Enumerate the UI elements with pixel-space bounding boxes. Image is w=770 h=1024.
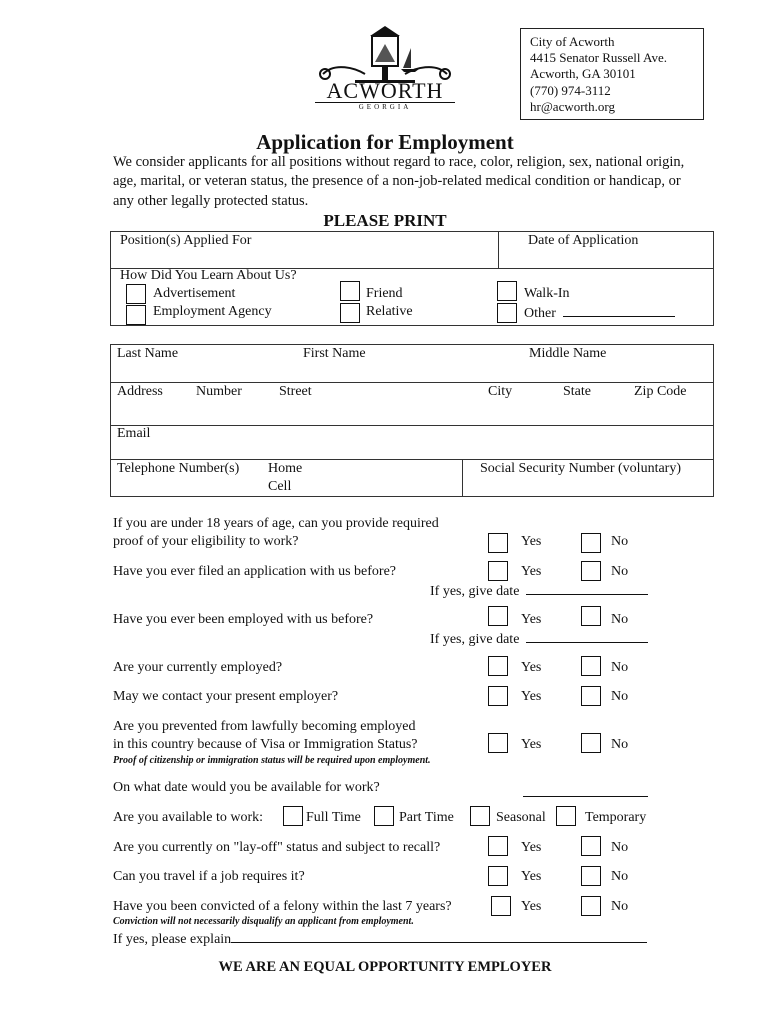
- q6-yes-checkbox[interactable]: [488, 733, 508, 753]
- q3-give-date-label: If yes, give date: [430, 632, 520, 647]
- contact-phone: (770) 974-3112: [530, 83, 611, 98]
- q6-note: Proof of citizenship or immigration status will be required upon employment.: [113, 755, 431, 766]
- other-input[interactable]: [563, 304, 675, 317]
- other-label: Other: [524, 306, 556, 321]
- middle-name-label: Middle Name: [529, 346, 607, 361]
- part-time-label: Part Time: [399, 810, 454, 825]
- employment-agency-checkbox[interactable]: [126, 305, 146, 325]
- q11-no-label: No: [611, 899, 629, 914]
- q9-no-checkbox[interactable]: [581, 836, 601, 856]
- zip-label: Zip Code: [634, 384, 687, 399]
- eeo-footer: WE ARE AN EQUAL OPPORTUNITY EMPLOYER: [218, 959, 552, 975]
- logo-state: GEORGIA: [315, 102, 455, 111]
- logo-name: ACWORTH: [326, 78, 444, 103]
- friend-checkbox[interactable]: [340, 281, 360, 301]
- q2-label: Have you ever filed an application with us before?: [113, 564, 397, 579]
- q5-yes-checkbox[interactable]: [488, 686, 508, 706]
- q9-yes-label: Yes: [521, 840, 542, 855]
- number-label: Number: [196, 384, 242, 399]
- q4-yes-checkbox[interactable]: [488, 656, 508, 676]
- city-label: City: [488, 384, 513, 399]
- q10-no-checkbox[interactable]: [581, 866, 601, 886]
- name-row: [110, 344, 714, 383]
- advertisement-label: Advertisement: [153, 286, 236, 301]
- seasonal-checkbox[interactable]: [470, 806, 490, 826]
- q2-no-checkbox[interactable]: [581, 561, 601, 581]
- email-row: [110, 425, 714, 460]
- q2-yes-label: Yes: [521, 564, 542, 579]
- seasonal-label: Seasonal: [496, 810, 546, 825]
- intro-line-3: any other legally protected status.: [113, 193, 309, 209]
- temporary-checkbox[interactable]: [556, 806, 576, 826]
- full-time-label: Full Time: [306, 810, 361, 825]
- q6-line-1: Are you prevented from lawfully becoming employed: [113, 719, 416, 734]
- position-applied-label: Position(s) Applied For: [120, 233, 252, 248]
- q11-yes-checkbox[interactable]: [491, 896, 511, 916]
- q1-yes-checkbox[interactable]: [488, 533, 508, 553]
- contact-citystatezip: Acworth, GA 30101: [530, 66, 636, 81]
- q5-no-label: No: [611, 689, 629, 704]
- q3-date-input[interactable]: [526, 630, 648, 643]
- last-name-label: Last Name: [117, 346, 179, 361]
- page-title: Application for Employment: [256, 130, 514, 154]
- q5-label: May we contact your present employer?: [113, 689, 339, 704]
- q8-label: Are you available to work:: [113, 810, 264, 825]
- q2-no-label: No: [611, 564, 629, 579]
- q9-label: Are you currently on "lay-off" status and subject to recall?: [113, 840, 441, 855]
- q6-yes-label: Yes: [521, 737, 542, 752]
- please-print: PLEASE PRINT: [323, 211, 447, 230]
- q6-line-2: in this country because of Visa or Immigration Status?: [113, 737, 418, 752]
- other-row: [524, 304, 675, 322]
- q4-yes-label: Yes: [521, 660, 542, 675]
- q2-give-date-label: If yes, give date: [430, 584, 520, 599]
- q11-label: Have you been convicted of a felony within the last 7 years?: [113, 899, 452, 914]
- q5-yes-label: Yes: [521, 689, 542, 704]
- home-label: Home: [268, 461, 303, 476]
- q10-yes-label: Yes: [521, 869, 542, 884]
- q2-yes-checkbox[interactable]: [488, 561, 508, 581]
- address-label: Address: [117, 384, 163, 399]
- q11-yes-label: Yes: [521, 899, 542, 914]
- learn-heading: How Did You Learn About Us?: [120, 268, 297, 283]
- part-time-checkbox[interactable]: [374, 806, 394, 826]
- available-date-input[interactable]: [523, 784, 648, 797]
- relative-checkbox[interactable]: [340, 303, 360, 323]
- q3-yes-label: Yes: [521, 612, 542, 627]
- telephone-label: Telephone Number(s): [117, 461, 240, 476]
- q6-no-checkbox[interactable]: [581, 733, 601, 753]
- intro-line-2: age, marital, or veteran status, the presence of a non-job-related medical condition or handicap, or: [113, 173, 681, 189]
- q5-no-checkbox[interactable]: [581, 686, 601, 706]
- other-checkbox[interactable]: [497, 303, 517, 323]
- q3-label: Have you ever been employed with us before?: [113, 612, 374, 627]
- first-name-label: First Name: [303, 346, 366, 361]
- q9-yes-checkbox[interactable]: [488, 836, 508, 856]
- q9-no-label: No: [611, 840, 629, 855]
- q2-date-input[interactable]: [526, 582, 648, 595]
- q3-date-row: [430, 630, 648, 648]
- email-label: Email: [117, 426, 151, 441]
- contact-city: City of Acworth: [530, 34, 615, 49]
- explain-label: If yes, please explain: [113, 932, 232, 947]
- q10-label: Can you travel if a job requires it?: [113, 869, 305, 884]
- q6-no-label: No: [611, 737, 629, 752]
- q7-label: On what date would you be available for work?: [113, 780, 380, 795]
- street-label: Street: [279, 384, 312, 399]
- full-time-checkbox[interactable]: [283, 806, 303, 826]
- walk-in-checkbox[interactable]: [497, 281, 517, 301]
- q10-yes-checkbox[interactable]: [488, 866, 508, 886]
- contact-street: 4415 Senator Russell Ave.: [530, 50, 667, 65]
- q2-date-row: [430, 582, 648, 600]
- q11-note: Conviction will not necessarily disqualify an applicant from employment.: [113, 916, 414, 927]
- cell-label: Cell: [268, 479, 292, 494]
- q1-line-1: If you are under 18 years of age, can you provide required: [113, 516, 439, 531]
- explain-row: [113, 930, 647, 948]
- q4-no-label: No: [611, 660, 629, 675]
- q1-no-checkbox[interactable]: [581, 533, 601, 553]
- advertisement-checkbox[interactable]: [126, 284, 146, 304]
- walk-in-label: Walk-In: [524, 286, 570, 301]
- q1-line-2: proof of your eligibility to work?: [113, 534, 299, 549]
- q3-no-checkbox[interactable]: [581, 606, 601, 626]
- q4-no-checkbox[interactable]: [581, 656, 601, 676]
- relative-label: Relative: [366, 304, 413, 319]
- q4-label: Are your currently employed?: [113, 660, 283, 675]
- q3-yes-checkbox[interactable]: [488, 606, 508, 626]
- acworth-logo: [315, 22, 455, 112]
- q11-no-checkbox[interactable]: [581, 896, 601, 916]
- intro-line-1: We consider applicants for all positions without regard to race, color, religion, sex, national origin,: [113, 154, 685, 170]
- contact-email: hr@acworth.org: [530, 99, 616, 114]
- explain-input[interactable]: [231, 930, 647, 943]
- temporary-label: Temporary: [585, 810, 647, 825]
- q1-no-label: No: [611, 534, 629, 549]
- q10-no-label: No: [611, 869, 629, 884]
- q1-yes-label: Yes: [521, 534, 542, 549]
- state-label: State: [563, 384, 591, 399]
- ssn-label: Social Security Number (voluntary): [480, 461, 682, 476]
- q3-no-label: No: [611, 612, 629, 627]
- application-date-label: Date of Application: [528, 233, 639, 248]
- employment-agency-label: Employment Agency: [153, 304, 272, 319]
- friend-label: Friend: [366, 286, 403, 301]
